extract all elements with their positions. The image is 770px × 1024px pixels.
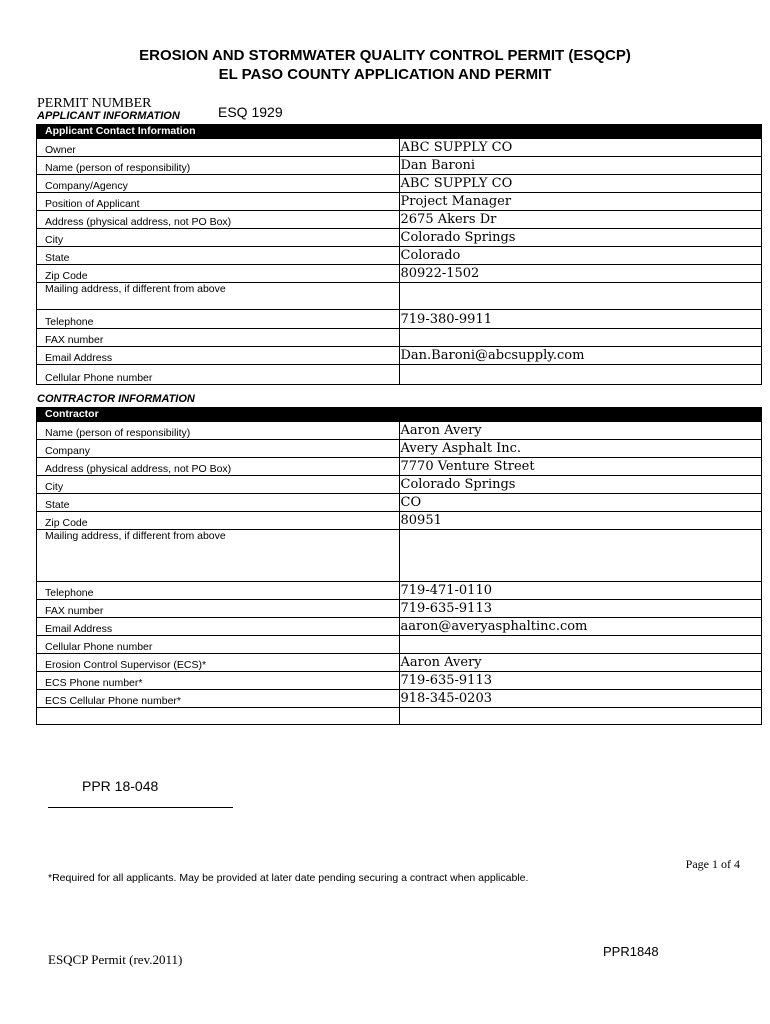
field-label: Erosion Control Supervisor (ECS)* — [37, 654, 400, 672]
table-row — [37, 654, 762, 672]
field-label: Company — [37, 440, 400, 458]
table-row — [37, 193, 762, 211]
mailing-address-field[interactable] — [399, 283, 762, 310]
contractor-zip-field[interactable]: 80951 — [399, 512, 762, 530]
table-row — [37, 329, 762, 347]
table-row — [37, 440, 762, 458]
contractor-mailing-address-field[interactable] — [399, 530, 762, 582]
ecs-phone-field[interactable]: 719-635-9113 — [399, 672, 762, 690]
fax-field[interactable] — [399, 329, 762, 347]
field-label: Position of Applicant — [37, 193, 400, 211]
form-revision: ESQCP Permit (rev.2011) — [48, 952, 183, 967]
contractor-section-label: CONTRACTOR INFORMATION — [37, 393, 195, 405]
ppr-code: PPR1848 — [603, 944, 659, 959]
table-row — [37, 247, 762, 265]
table-row — [37, 265, 762, 283]
table-row — [37, 636, 762, 654]
field-label: State — [37, 494, 400, 512]
field-label: FAX number — [37, 600, 400, 618]
ecs-name-field[interactable]: Aaron Avery — [399, 654, 762, 672]
field-label: Telephone — [37, 310, 400, 329]
table-row — [37, 283, 762, 310]
table-row — [37, 494, 762, 512]
field-label: Company/Agency — [37, 175, 400, 193]
contractor-name-field[interactable]: Aaron Avery — [399, 422, 762, 440]
contractor-state-field[interactable]: CO — [399, 494, 762, 512]
field-label: Cellular Phone number — [37, 365, 400, 385]
table-row — [37, 310, 762, 329]
table-row — [37, 365, 762, 385]
email-field[interactable]: Dan.Baroni@abcsupply.com — [399, 347, 762, 365]
owner-field[interactable]: ABC SUPPLY CO — [399, 139, 762, 157]
field-label: City — [37, 229, 400, 247]
table-row — [37, 347, 762, 365]
city-field[interactable]: Colorado Springs — [399, 229, 762, 247]
contractor-city-field[interactable]: Colorado Springs — [399, 476, 762, 494]
table-row — [37, 476, 762, 494]
company-agency-field[interactable]: ABC SUPPLY CO — [399, 175, 762, 193]
field-label: Telephone — [37, 582, 400, 600]
table-row — [37, 512, 762, 530]
field-label: Address (physical address, not PO Box) — [37, 458, 400, 476]
blank-field[interactable] — [399, 708, 762, 725]
field-label: Mailing address, if different from above — [37, 283, 400, 310]
field-label: FAX number — [37, 329, 400, 347]
table-row — [37, 422, 762, 440]
ecs-cell-phone-field[interactable]: 918-345-0203 — [399, 690, 762, 708]
responsible-name-field[interactable]: Dan Baroni — [399, 157, 762, 175]
field-label: ECS Phone number* — [37, 672, 400, 690]
position-field[interactable]: Project Manager — [399, 193, 762, 211]
ppr-number: PPR 18-048 — [82, 778, 159, 794]
table-row — [37, 530, 762, 582]
table-row — [37, 229, 762, 247]
field-label: Email Address — [37, 347, 400, 365]
contractor-address-field[interactable]: 7770 Venture Street — [399, 458, 762, 476]
contractor-cell-phone-field[interactable] — [399, 636, 762, 654]
contractor-telephone-field[interactable]: 719-471-0110 — [399, 582, 762, 600]
table-row — [37, 139, 762, 157]
field-label: Email Address — [37, 618, 400, 636]
required-note: *Required for all applicants. May be provided at later date pending securing a contract when applicable. — [48, 872, 529, 884]
zip-code-field[interactable]: 80922-1502 — [399, 265, 762, 283]
field-label: Zip Code — [37, 512, 400, 530]
table-row — [37, 618, 762, 636]
signature-line — [48, 807, 233, 808]
document-title: EROSION AND STORMWATER QUALITY CONTROL PERMIT (ESQCP) — [139, 47, 631, 64]
table-row — [37, 211, 762, 229]
state-field[interactable]: Colorado — [399, 247, 762, 265]
field-label: Address (physical address, not PO Box) — [37, 211, 400, 229]
applicant-table — [36, 124, 762, 385]
field-label: Name (person of responsibility) — [37, 422, 400, 440]
contractor-email-field[interactable]: aaron@averyasphaltinc.com — [399, 618, 762, 636]
telephone-field[interactable]: 719-380-9911 — [399, 310, 762, 329]
table-row — [37, 600, 762, 618]
field-label: Mailing address, if different from above — [37, 530, 400, 582]
field-label — [37, 708, 400, 725]
contractor-company-field[interactable]: Avery Asphalt Inc. — [399, 440, 762, 458]
table-row — [37, 672, 762, 690]
contractor-table-header: Contractor — [37, 408, 762, 422]
address-field[interactable]: 2675 Akers Dr — [399, 211, 762, 229]
table-row — [37, 458, 762, 476]
applicant-table-header: Applicant Contact Information — [37, 125, 762, 139]
document-subtitle: EL PASO COUNTY APPLICATION AND PERMIT — [218, 66, 552, 83]
field-label: Name (person of responsibility) — [37, 157, 400, 175]
table-row — [37, 690, 762, 708]
table-row — [37, 175, 762, 193]
contractor-fax-field[interactable]: 719-635-9113 — [399, 600, 762, 618]
contractor-table — [36, 407, 762, 725]
field-label: State — [37, 247, 400, 265]
page-number: Page 1 of 4 — [685, 857, 740, 871]
cell-phone-field[interactable] — [399, 365, 762, 385]
field-label: Cellular Phone number — [37, 636, 400, 654]
field-label: Zip Code — [37, 265, 400, 283]
permit-number-value[interactable]: ESQ 1929 — [218, 104, 283, 120]
table-row — [37, 708, 762, 725]
field-label: City — [37, 476, 400, 494]
table-row — [37, 582, 762, 600]
permit-number-label: PERMIT NUMBER — [37, 96, 152, 111]
table-row — [37, 157, 762, 175]
applicant-section-label: APPLICANT INFORMATION — [37, 110, 180, 122]
field-label: Owner — [37, 139, 400, 157]
field-label: ECS Cellular Phone number* — [37, 690, 400, 708]
